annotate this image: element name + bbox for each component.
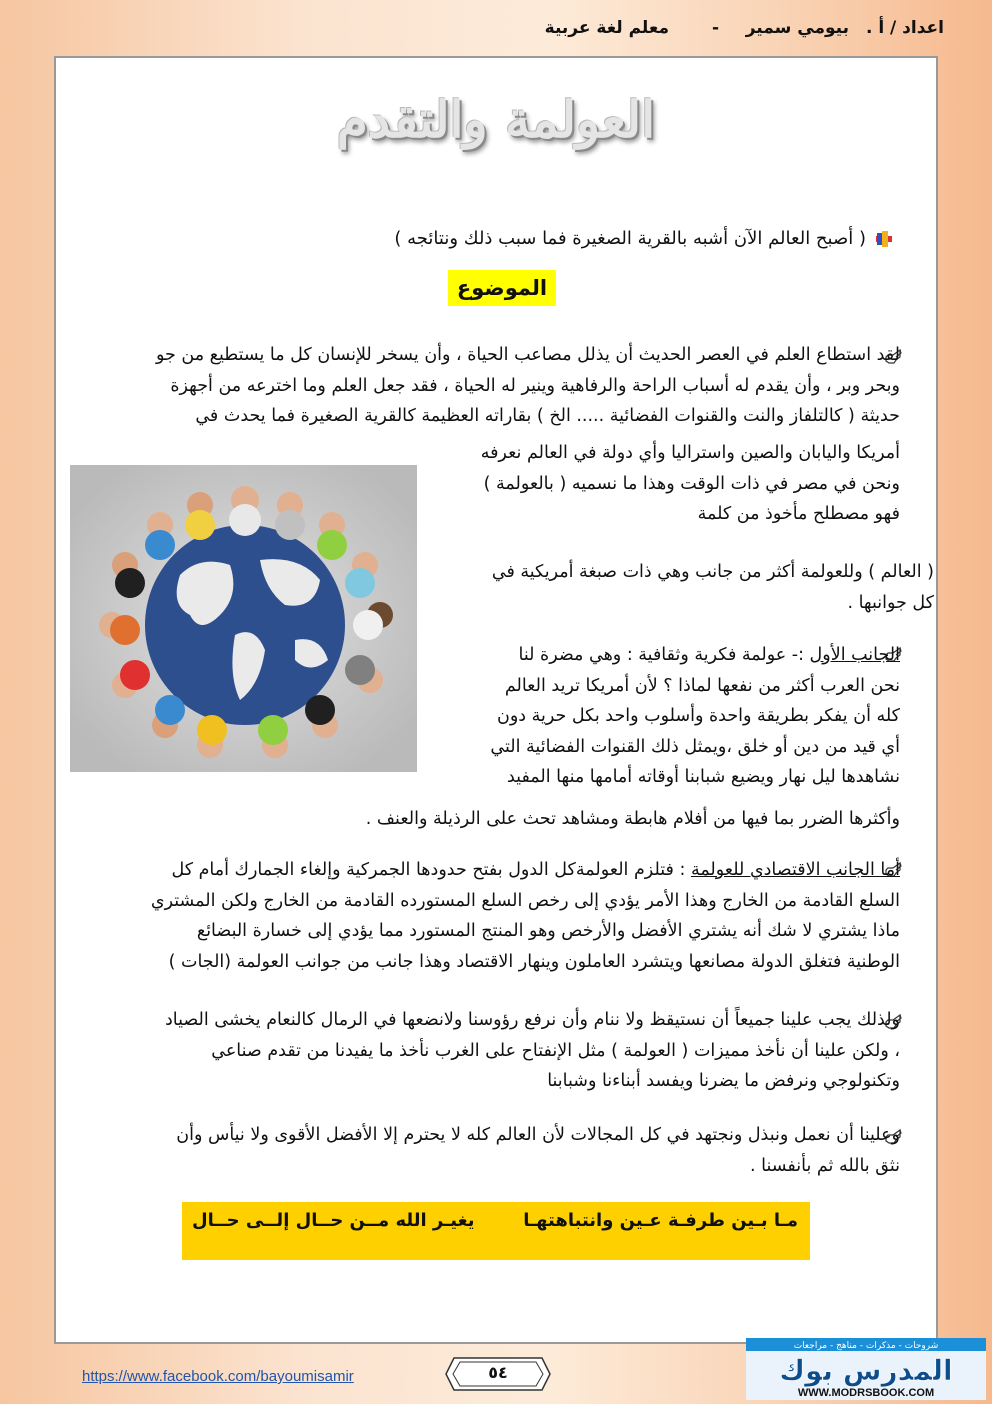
author-name: بيومي سمير — [745, 18, 849, 38]
arrow-bullet-icon — [874, 231, 894, 247]
facebook-link[interactable]: https://www.facebook.com/bayoumisamir — [82, 1368, 354, 1385]
paragraph-cultural — [430, 640, 900, 793]
header-separator: - — [711, 18, 719, 38]
text-line: أمريكا واليابان والصين واستراليا وأي دولة في العالم نعرفه — [480, 443, 900, 463]
paragraph-conclusion — [80, 1005, 900, 1097]
text-line: أي قيد من دين أو خلق ،ويمثل ذلك القنوات الفضائية التي — [490, 736, 900, 757]
paragraph-cultural-end — [80, 804, 900, 835]
text-line: ولذلك يجب علينا جميعاً أن نستيقظ ولا ننام وأن نرفع رؤوسنا ولانضعها في الرمال كالنعام يخشى الصياد — [164, 1010, 900, 1030]
text-line: حديثة ( كالتلفاز والنت والقنوات الفضائية ..... الخ ) بقاراته العظيمة كالقرية الصغيرة فما يحدث في — [195, 406, 900, 426]
topic-label: الموضوع — [448, 270, 556, 306]
logo-tagline: شروحات - مذكرات - مناهج - مراجعات — [793, 1341, 939, 1351]
text-line: نثق بالله ثم بأنفسنا . — [750, 1155, 900, 1176]
text-line: نحن العرب أكثر من نفعها لماذا ؟ لأن أمريكا تريد العالم — [504, 675, 900, 696]
proverb-banner — [182, 1202, 810, 1260]
text-line: كله أن يفكر بطريقة واحدة وأسلوب واحد بكل حرية دون — [496, 706, 900, 726]
text-line: السلع القادمة من الخارج وهذا الأمر يؤدي إلى رخص السلع المستورده القادمة من الخارج ولكن المشتري — [150, 890, 900, 911]
text-line: وأكثرها الضرر بما فيها من أفلام هابطة ومشاهد تحث على الرذيلة والعنف . — [365, 809, 900, 829]
paragraph-closing — [80, 1120, 900, 1181]
text-line: وبحر وبر ، وأن يقدم له أسباب الراحة والرفاهية وينير له الحياة ، فقد جعل العلم وما اخترعه من أجهزة — [170, 375, 900, 396]
section-heading: الجانب الأول — [809, 645, 900, 665]
essay-question — [94, 228, 894, 249]
section-heading: أما الجانب الاقتصادي للعولمة — [690, 860, 900, 880]
globe-people-illustration — [70, 465, 417, 772]
text-line: كل جوانبها . — [847, 592, 934, 613]
text-line: وتكنولوجي ونرفض ما يضرنا ويفسد أبناءنا وشبابنا — [547, 1071, 900, 1091]
text-line: ( العالم ) وللعولمة أكثر من جانب وهي ذات صبغة أمريكية في — [491, 562, 934, 582]
text-line: لقد استطاع العلم في العصر الحديث أن يذلل مصاعب الحياة ، وأن يسخر للإنسان كل ما يستطيع من جو — [155, 345, 900, 365]
page-title: العولمة والتقدم — [336, 90, 656, 149]
logo-url: WWW.MODRSBOOK.COM — [797, 1387, 935, 1399]
text-line: نشاهدها ليل نهار ويضيع شبابنا أوقاته أمامها منها المفيد — [506, 767, 900, 787]
text-line: : فتلزم العولمةكل الدول بفتح حدودها الجمركية وإلغاء الجمارك أمام كل — [171, 860, 686, 880]
text-line: الوطنية فتغلق الدولة مصانعها ويتشرد العاملون وينهار الاقتصاد وهذا جانب من جوانب العولمة (الجات ) — [168, 951, 900, 972]
text-line: وعلينا أن نعمل ونبذل ونجتهد في كل المجالات لأن العالم كله لا يحترم إلا الأفضل الأقوى ولا نيأس وأن — [176, 1125, 900, 1145]
page-header — [44, 12, 944, 42]
text-line: :- عولمة فكرية وثقافية : وهي مضرة لنا — [518, 645, 804, 665]
paragraph-definition — [434, 557, 934, 618]
text-line: ماذا يشتري لا شك أنه يشتري الأفضل والأرخص وهو المنتج المستورد مما يؤدي إلى خسارة البضائع — [196, 921, 900, 941]
logo-mark — [746, 1338, 986, 1400]
site-logo — [746, 1338, 986, 1400]
question-text: ( أصبح العالم الآن أشبه بالقرية الصغيرة فما سبب ذلك ونتائجه ) — [394, 228, 866, 249]
proverb-right: مـا بـين طرفـة عـين وانتباهتهـا — [523, 1210, 798, 1231]
page-number: ٥٤ — [488, 1363, 508, 1382]
text-line: ، ولكن علينا أن نأخذ مميزات ( العولمة ) مثل الإنفتاح على الغرب نأخذ ما يفيدنا من تقدم صناعي — [211, 1040, 900, 1061]
paragraph-economic — [80, 855, 900, 977]
logo-name: المدرس بوك — [779, 1354, 953, 1387]
author-role: معلم لغة عربية — [544, 18, 669, 38]
proverb-left: يغيـر الله مــن حــال إلــى حــال — [192, 1210, 475, 1231]
paragraph-intro-cont — [420, 438, 900, 530]
paragraph-intro — [80, 340, 900, 432]
text-line: فهو مصطلح مأخوذ من كلمة — [697, 504, 900, 524]
prepared-by-label: اعداد / أ . — [865, 18, 944, 38]
page-number-box — [444, 1356, 552, 1392]
text-line: ونحن في مصر في ذات الوقت وهذا ما نسميه ( بالعولمة ) — [483, 473, 900, 494]
